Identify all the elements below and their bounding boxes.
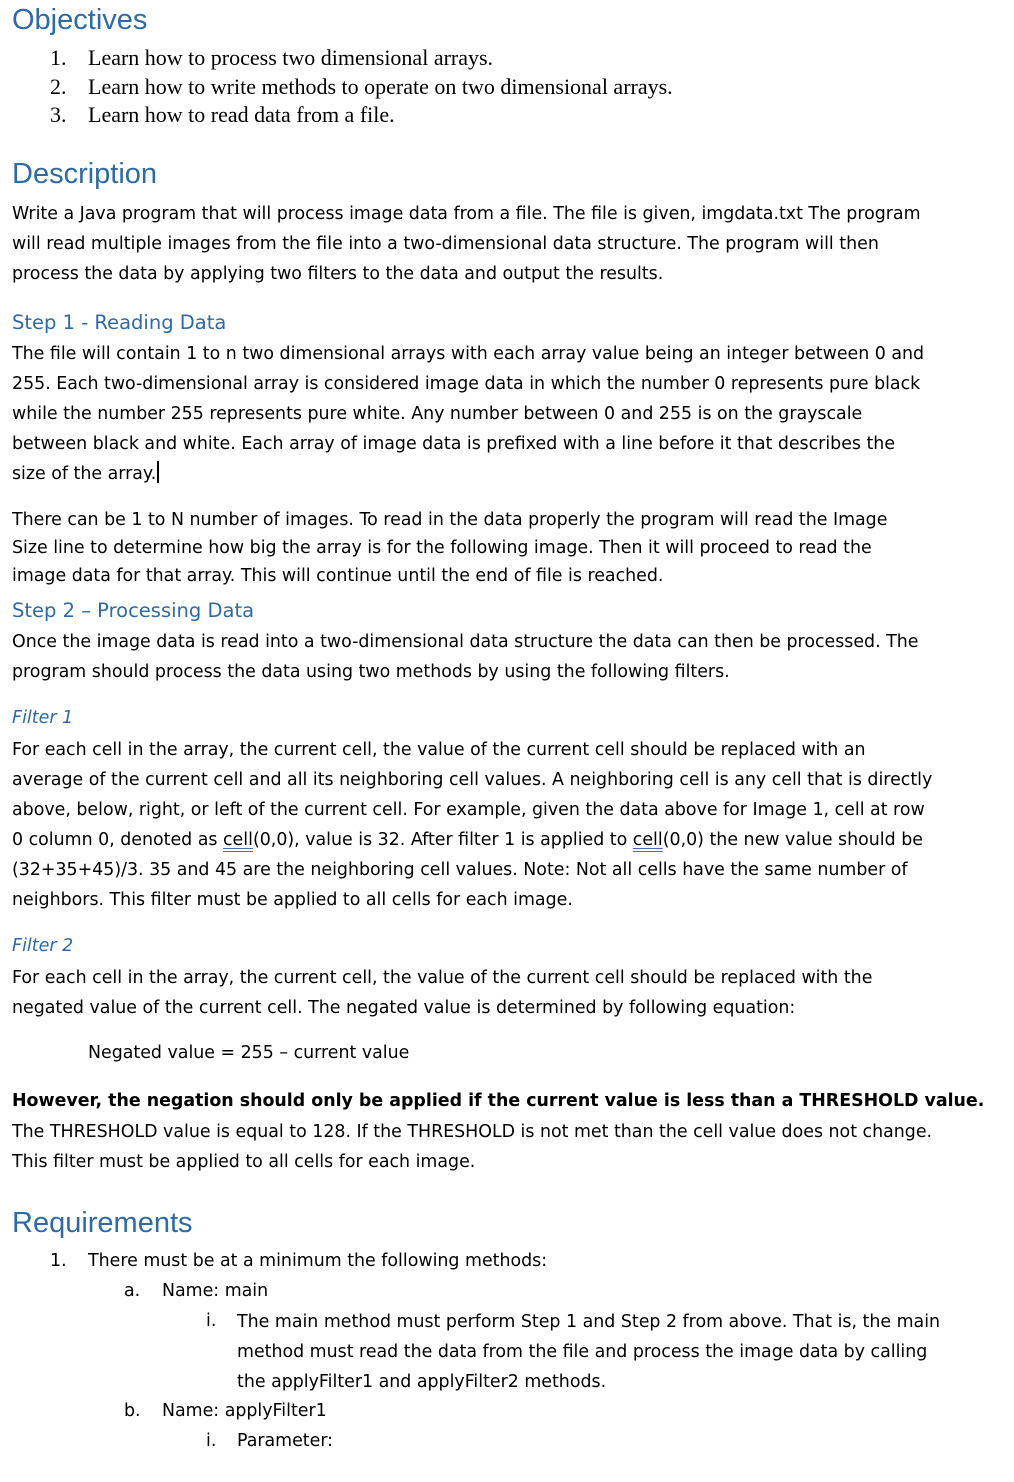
filter1-line: For each cell in the array, the current cell, the value of the current cell should be replaced with an bbox=[12, 740, 866, 760]
text-run: (0,0) the new value should be bbox=[662, 830, 923, 850]
list-text: Learn how to write methods to operate on two dimensional arrays. bbox=[88, 74, 673, 99]
list-letter: a. bbox=[124, 1281, 141, 1301]
text-run: (0,0), value is 32. After filter 1 is applied to bbox=[252, 830, 633, 850]
list-number: 1. bbox=[50, 1251, 67, 1271]
filter1-line bbox=[12, 825, 997, 855]
list-text: Learn how to process two dimensional arrays. bbox=[88, 45, 494, 70]
step1-paragraph-text: The file will contain 1 to n two dimensional arrays with each array value being an integer between 0 and 255. Each two-dimensional array is considered image data in which the number 0 represents pure black while the number 255 represents pure white. Any number between 0 and 255 is on the grayscale between black and white. Each array of image data is prefixed with a line before it that describes the size of the array. bbox=[12, 344, 925, 484]
objectives-heading: Objectives bbox=[12, 4, 148, 36]
filter2-heading: Filter 2 bbox=[12, 936, 74, 956]
list-text: Parameter: bbox=[237, 1431, 334, 1451]
list-text: There must be at a minimum the following methods: bbox=[88, 1251, 548, 1271]
list-number: 3. bbox=[50, 102, 67, 127]
step2-heading: Step 2 – Processing Data bbox=[12, 599, 255, 622]
list-letter: b. bbox=[124, 1401, 141, 1421]
description-heading: Description bbox=[12, 158, 158, 190]
step1-paragraph bbox=[12, 339, 997, 489]
step1-heading: Step 1 - Reading Data bbox=[12, 311, 227, 334]
text-cursor bbox=[157, 461, 159, 483]
list-number: 2. bbox=[50, 74, 67, 99]
filter1-text bbox=[12, 735, 997, 915]
list-number: 1. bbox=[50, 45, 67, 70]
step1-paragraph-2: There can be 1 to N number of images. To read in the data properly the program will read the Image Size line to determine how big the array is for the following image. Then it will proceed to read the image data for that array. This will continue until the end of file is reached. bbox=[12, 510, 888, 586]
spellcheck-word: cell bbox=[223, 830, 253, 850]
list-roman: i. bbox=[206, 1431, 217, 1451]
filter1-line: neighbors. This filter must be applied to all cells for each image. bbox=[12, 890, 573, 910]
filter1-line: (32+35+45)/3. 35 and 45 are the neighboring cell values. Note: Not all cells have the same number of bbox=[12, 860, 908, 880]
text-run: 0 column 0, denoted as bbox=[12, 830, 223, 850]
list-text: Name: applyFilter1 bbox=[162, 1401, 327, 1421]
main-method-description: The main method must perform Step 1 and Step 2 from above. That is, the main method must read the data from the file and process the image data by calling the applyFilter1 and applyFilter2 methods. bbox=[237, 1312, 941, 1392]
filter1-line: above, below, right, or left of the current cell. For example, given the data above for Image 1, cell at row bbox=[12, 800, 925, 820]
list-roman: i. bbox=[206, 1311, 217, 1331]
filter1-line: average of the current cell and all its neighboring cell values. A neighboring cell is any cell that is directly bbox=[12, 770, 933, 790]
threshold-text: The THRESHOLD value is equal to 128. If the THRESHOLD is not met than the cell value does not change. This filter must be applied to all cells for each image. bbox=[12, 1122, 933, 1172]
filter2-text: For each cell in the array, the current cell, the value of the current cell should be replaced with the negated value of the current cell. The negated value is determined by following equation: bbox=[12, 968, 873, 1018]
filter1-heading: Filter 1 bbox=[12, 708, 74, 728]
step2-text: Once the image data is read into a two-dimensional data structure the data can then be processed. The program should process the data using two methods by using the following filters. bbox=[12, 632, 919, 682]
negation-equation: Negated value = 255 – current value bbox=[88, 1043, 410, 1063]
description-text: Write a Java program that will process image data from a file. The file is given, imgdata.txt The program will read multiple images from the file into a two-dimensional data structure. The program will then process the data by applying two filters to the data and output the results. bbox=[12, 204, 921, 284]
list-text: Name: main bbox=[162, 1281, 269, 1301]
list-text: Learn how to read data from a file. bbox=[88, 102, 395, 127]
requirements-heading: Requirements bbox=[12, 1207, 193, 1239]
spellcheck-word: cell bbox=[632, 830, 663, 850]
threshold-bold-statement: However, the negation should only be applied if the current value is less than a THRESHOLD value. bbox=[12, 1091, 985, 1111]
